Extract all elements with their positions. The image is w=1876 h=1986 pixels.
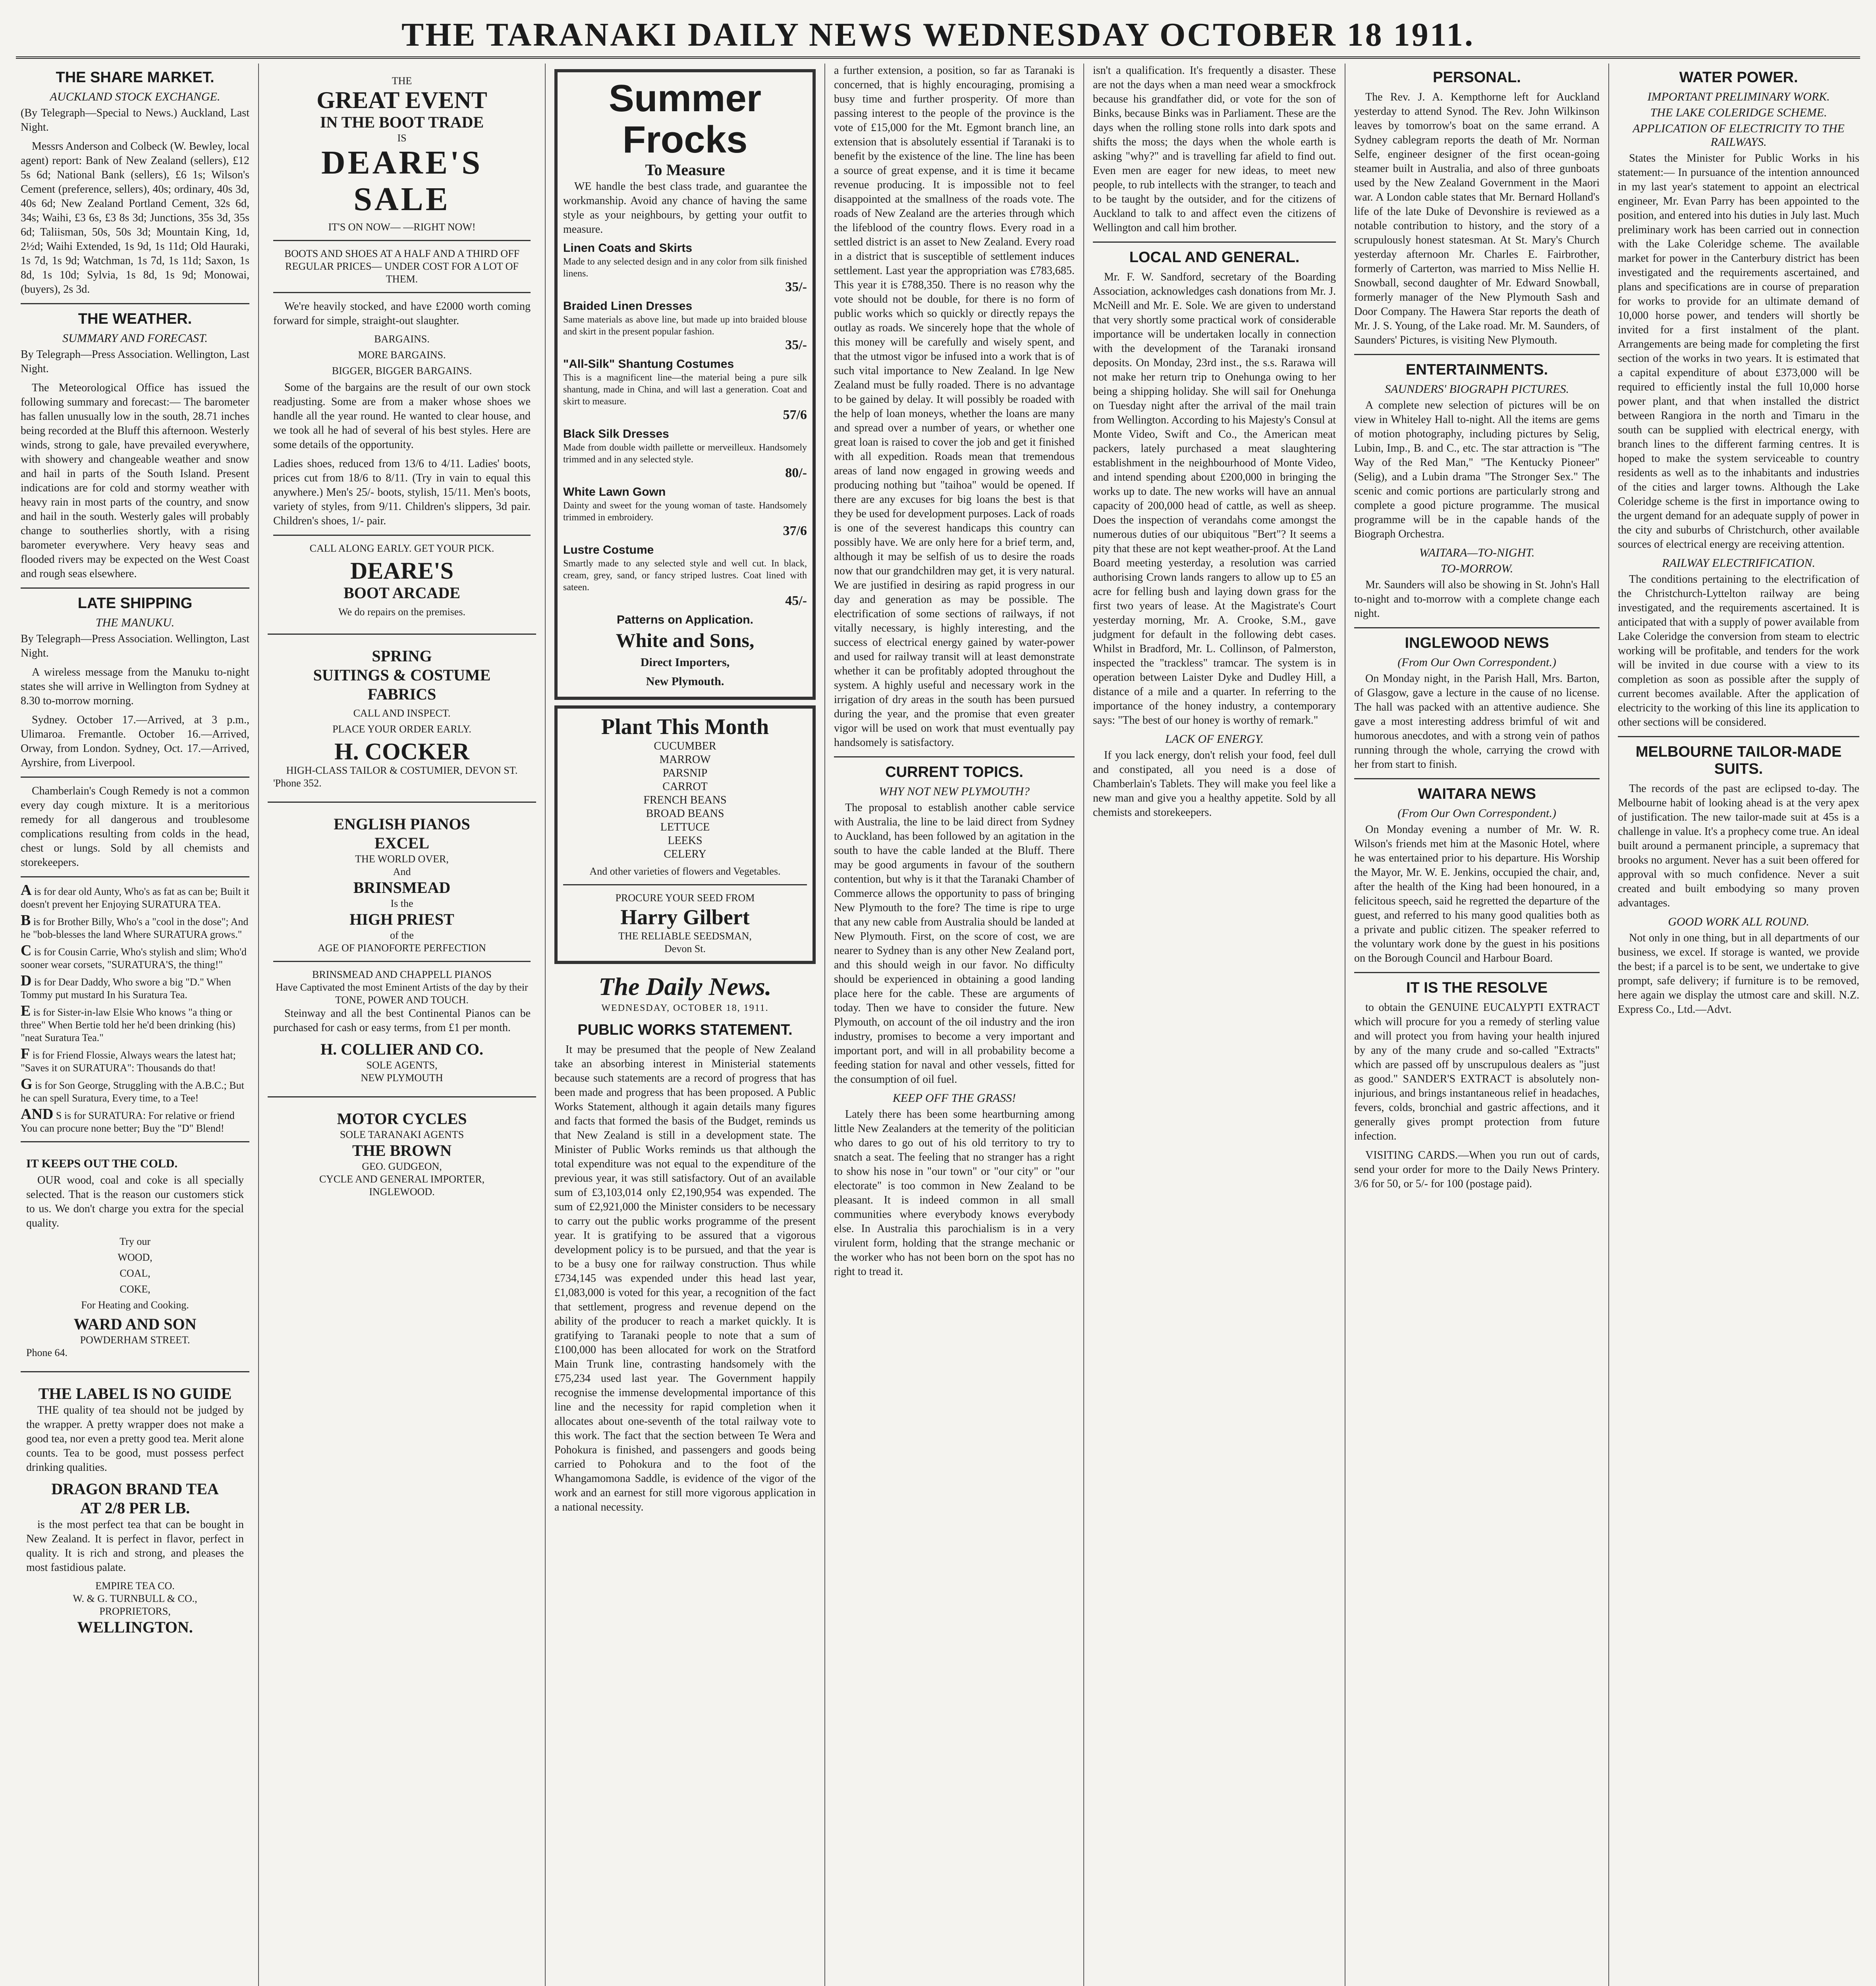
ad-text: Ladies shoes, reduced from 13/6 to 4/11. Ladies' boots, prices cut from 18/6 to 8/11. (Try in vain to equal this anywhere.) Men's 25/- boots, stylish, 15/11. Men's boots, variety of styles, from 9/11. Children's slippers, 3d pair. Children's shoes, 1/- pair. (273, 458, 531, 527)
ad-headline: BRINSMEAD (353, 879, 451, 896)
dragon-title: DRAGON BRAND TEA (51, 1480, 219, 1498)
ad-headline: Harry Gilbert (620, 905, 750, 929)
ad-headline: SALE (353, 181, 450, 218)
ad-text: CALL AND INSPECT. (353, 707, 451, 719)
dateline: WEDNESDAY, OCTOBER 18, 1911. (601, 1003, 769, 1013)
plant-item: MARROW (659, 753, 711, 766)
plant-item: FRENCH BEANS (643, 794, 727, 806)
pianos-ad (268, 809, 536, 1090)
tomorrow: TO-MORROW. (1440, 562, 1513, 575)
ad-text: And (393, 866, 411, 877)
topics-continued: isn't a qualification. It's frequently a disaster. These are not the days when a man need wear a smockfrock because his grandfather did, or vote for the son of Binks, because Binks was in Parliament. These are the days when the rolling stone rolls into dark spots and shifts the moss; the days when the whole earth is asking "why?" and is travelling far afield to find out. Even men are eager for new ideas, to meet new people, to rub intellects with the stranger, to teach and to be taught by the outsider, and for the citizens of Auckland to talk to and affect even the citizens of Wellington and call him brother. (1093, 64, 1336, 234)
ad-text: Patterns on Application. (617, 613, 753, 626)
tea-ad (21, 1379, 249, 1642)
ad-text: WE handle the best class trade, and guarantee the workmanship. Avoid any chance of having the same style as your neighbours, by getting your outfit to measure. (563, 180, 807, 236)
divider (1618, 736, 1859, 737)
coal-ad-text: OUR wood, coal and coke is all specially selected. That is the reason our customers stick to us. We don't charge you extra for the special quality. (26, 1174, 244, 1229)
divider (273, 535, 531, 536)
keep-off-title: KEEP OFF THE GRASS! (892, 1092, 1016, 1105)
ad-text: IS (397, 132, 407, 144)
keep-off-text: Lately there has been some heartburning among little New Zealanders at the temerity of the politician who dares to go out of his old territory to try to snatch a seat. The feeling that no stranger has a right to show his nose in "our town" or "our city" or "our electorate" is too common in New Zealand to be pleasant. It is indeed common in all small communities where everybody knows everybody else. In Australia this parochialism is in a very virulent form, holding that the strange mechanic or the worker who has not been born on the spot has no right to tread it. (834, 1108, 1075, 1278)
proprietors: PROPRIETORS, (99, 1605, 171, 1617)
plant-item: CUCUMBER (654, 740, 716, 752)
shipping-arrivals: Sydney. October 17.—Arrived, at 3 p.m., Ulimaroa. Fremantle. October 16.—Arrived, Orway, from London. Sydney, Oct. 17.—Arrived, Ayrshire, from Liverpool. (21, 714, 249, 769)
frock-item: White Lawn Gown Dainty and sweet for the young woman of taste. Handsomely trimmed in embroidery. 37/6 (563, 485, 807, 538)
frock-item: "All-Silk" Shantung Costumes This is a magnificent line—the material being a pure silk shantung, made in China, and will last a generation. Coat and skirt to measure. 57/6 (563, 357, 807, 422)
coal-ad-line: For Heating and Cooking. (81, 1299, 189, 1311)
ad-headline: HIGH PRIEST (349, 910, 454, 928)
public-works-title: PUBLIC WORKS STATEMENT. (577, 1022, 793, 1038)
plant-ad (554, 705, 816, 964)
water-power-text: States the Minister for Public Works in his statement:— In pursuance of the intention announced in my last year's statement to appoint an electrical engineer, Mr. Evan Parry has been appointed to the position, and entered into his duties in July last. Much preliminary work has been carried out in connection with the Lake Coleridge scheme. The available market for power in the Canterbury district has been investigated and the requirements ascertained, and plans and specifications are in course of preparation for works to provide for an ultimate demand of 10,000 horse power, and tenders will shortly be invited for a first instalment of the plant. Arrangements are being made for completing the first section of the works in two years. It is estimated that a capital expenditure of about £373,000 will be required to efficiently instal the full 10,000 horse power plant, and that when installed the district between Rangiora in the north and Timaru in the south can be supplied with electrical energy, with branch lines to the different farming centres. It is hoped to make the system serviceable to country residents as well as to the inhabitants and industries of the cities and larger towns. Although the Lake Coleridge scheme is the first in importance owing to the urgent demand for an adequate supply of power in the city and suburbs of Christchurch, other available sources of electrical energy are receiving attention. (1618, 152, 1859, 551)
column-6 (1345, 64, 1609, 1986)
divider (1354, 972, 1600, 973)
ad-text: CALL ALONG EARLY. GET YOUR PICK. (309, 543, 494, 554)
plant-item: LETTUCE (660, 821, 710, 833)
saunders-title: SAUNDERS' BIOGRAPH PICTURES. (1385, 383, 1569, 396)
suratura-verses (21, 884, 249, 1135)
label-title: THE LABEL IS NO GUIDE (38, 1385, 232, 1403)
divider (273, 292, 531, 293)
divider (834, 756, 1075, 757)
verse: B is for Brother Billy, Who's a "cool in the dose"; And he "bob-blesses the land Where SURATURA grows." (21, 912, 249, 940)
ad-text: Devon St. (664, 943, 706, 954)
ad-headline: H. COLLIER AND CO. (320, 1040, 484, 1058)
ad-headline: H. COCKER (334, 738, 470, 765)
frock-item: Black Silk Dresses Made from double width paillette or merveilleux. Handsomely trimmed and in any selected style. 80/- (563, 427, 807, 480)
waitara-text: On Monday evening a number of Mr. W. R. Wilson's friends met him at the Masonic Hotel, where he was entertained prior to his departure. His Worship the Mayor, Mr. W. E. Jenkins, occupied the chair, and, after the health of the King had been honoured, in a felicitous speech, said he regretted the departure of the guest, and referred to his many good qualities both as a private and public citizen. The speaker referred to the voluntary work done by the guest in his positions on the Borough Council and Harbour Board. (1354, 823, 1600, 964)
coal-ad-line: COKE, (120, 1283, 151, 1295)
ad-headline: DEARE'S (350, 558, 454, 584)
daily-news-title: The Daily News. (598, 972, 772, 1001)
ad-text: We're heavily stocked, and have £2000 worth coming forward for simple, straight-out slaughter. (273, 300, 531, 327)
ad-text: PLACE YOUR ORDER EARLY. (332, 723, 471, 735)
divider (21, 587, 249, 589)
rail-electrification-text: The conditions pertaining to the electrification of the Christchurch-Lyttelton railway are being investigated, and the requirements ascertained. It is anticipated that with a supply of power available from Lake Coleridge the conversion from steam to electric working will be profitable, and tenders for the work will be invited in due course with a view to its completion as soon as possible after the supply of current becomes available. After the application of electricity to the working of this line its application to other sections will be considered. (1618, 573, 1859, 728)
verse: E is for Sister-in-law Elsie Who knows "a thing or three" When Bertie told her he'd been drinking (his) "neat Suratura Tea." (21, 1003, 235, 1043)
resolve-title: IT IS THE RESOLVE (1406, 979, 1548, 996)
divider (1093, 241, 1336, 243)
ad-text: BOOTS AND SHOES AT A HALF AND A THIRD OFF REGULAR PRICES— UNDER COST FOR A LOT OF THEM. (284, 248, 520, 285)
good-work-title: GOOD WORK ALL ROUND. (1668, 915, 1809, 928)
plant-item: BROAD BEANS (646, 808, 724, 820)
ad-text: MORE BARGAINS. (358, 349, 446, 361)
shipping-text: A wireless message from the Manuku to-night states she will arrive in Wellington from Sydney at 8.30 to-morrow morning. (21, 666, 249, 707)
column-4 (825, 64, 1084, 1986)
weather-text: The Meteorological Office has issued the following summary and forecast:— The barometer has fallen unusually low in the south, 28.71 inches being recorded at the Bluff this afternoon. Westerly winds, strong to gale, have prevailed everywhere, with showery and changeable weather and snow and hail in parts of the South Island. Present indications are for cold and stormy weather with heavy rain in most parts of the country, and snow and hail in the south. Westerly gales will probably change to southerlies shortly, with a rising barometer everywhere. Very heavy seas and flooded rivers may be expected on the West Coast and rough seas elsewhere. (21, 382, 249, 580)
ad-text: Direct Importers, (640, 656, 730, 669)
ad-text: And other varieties of flowers and Vegetables. (589, 865, 781, 877)
ad-text: Some of the bargains are the result of our own stock readjusting. Some are from a maker whose shoes we handle all the year round. He wanted to clear house, and we took all he had of several of his best styles. Here are some details of the opportunity. (273, 381, 531, 451)
ad-headline: GREAT EVENT (317, 87, 487, 113)
empire-tea: EMPIRE TEA CO. (95, 1580, 175, 1592)
ad-text: IT'S ON NOW— —RIGHT NOW! (328, 221, 476, 233)
entertainments-title: ENTERTAINMENTS. (1405, 361, 1548, 378)
current-topics-title: CURRENT TOPICS. (885, 764, 1023, 780)
divider (273, 240, 531, 241)
water-power-sub-3: APPLICATION OF ELECTRICITY TO THE RAILWAYS. (1633, 122, 1845, 149)
tailor-title: MELBOURNE TAILOR-MADE SUITS. (1635, 744, 1842, 777)
divider (1354, 354, 1600, 355)
ad-text: HIGH-CLASS TAILOR & COSTUMIER, DEVON ST. (286, 765, 518, 776)
coal-ad-head: IT KEEPS OUT THE COLD. (26, 1157, 178, 1170)
ad-text: TONE, POWER AND TOUCH. (335, 994, 469, 1006)
ad-text: AGE OF PIANOFORTE PERFECTION (318, 942, 486, 954)
divider (268, 634, 536, 635)
ad-text: PROCURE YOUR SEED FROM (615, 892, 755, 904)
verse: C is for Cousin Carrie, Who's stylish and slim; Who'd sooner wear corsets, "SURATURA'S, the thing!" (21, 942, 247, 970)
ad-headline: ENGLISH PIANOS (334, 815, 470, 833)
ad-text: We do repairs on the premises. (338, 606, 465, 618)
saunders-text: A complete new selection of pictures will be on view in Whiteley Hall to-night. All the items are gems of motion photography, including pictures by Selig, Lubin, Imp., B. and C., etc. The star attraction is "The Way of the Red Man," "The Kentucky Pioneer" (Selig), and a Lubin drama "The Stronger Sex." The scenic and comic portions are particularly strong and complete a good picture programme. The musical programme will be in the capable hands of the Biograph Orchestra. (1354, 399, 1600, 540)
divider (21, 1141, 249, 1142)
plant-item: LEEKS (668, 835, 703, 847)
frock-item: Lustre Costume Smartly made to any selected style and well cut. In black, cream, grey, sand, or fancy striped lustres. Coat lined with sateen. 45/- (563, 543, 807, 608)
ward-name: WARD AND SON (73, 1315, 197, 1333)
shipping-byline: By Telegraph—Press Association. Wellington, Last Night. (21, 633, 249, 659)
divider (21, 876, 249, 877)
share-market-subtitle: AUCKLAND STOCK EXCHANGE. (50, 90, 220, 103)
dragon-price: AT 2/8 PER LB. (80, 1499, 190, 1517)
resolve-text: to obtain the GENUINE EUCALYPTI EXTRACT which will procure for you a remedy of sterling value and will protect you from having your health injured by any of the many crude and so-called "Extracts" which are passed off by unscrupulous dealers as "just as good." SANDER'S EXTRACT is absolutely non-injurious, and brings instantaneous relief in headaches, fevers, colds, bronchial and gastric affections, and it generally gives prompt protection from future infection. (1354, 1001, 1600, 1142)
inglewood-text: On Monday night, in the Parish Hall, Mrs. Barton, of Glasgow, gave a lecture in the cause of no license. The hall was packed with an attentive audience. She gave a most interesting address brimful of wit and humorous anecdotes, and with a strong vein of pathos running through the whole, carrying the crowd with her from start to finish. (1354, 672, 1600, 771)
divider (268, 802, 536, 803)
verse: A is for dear old Aunty, Who's as fat as can be; Built it doesn't prevent her Enjoying SURATURA TEA. (21, 882, 249, 910)
ad-text: BRINSMEAD AND CHAPPELL PIANOS (312, 969, 492, 980)
ad-text: CYCLE AND GENERAL IMPORTER, (319, 1173, 485, 1185)
why-not-title: WHY NOT NEW PLYMOUTH? (879, 785, 1030, 798)
ad-text: THE (392, 75, 412, 87)
ad-text: of the (390, 929, 414, 941)
why-not-text: The proposal to establish another cable service with Australia, the line to be laid direct from Sydney to Auckland, has been followed by an agitation in the south to have the cable landed at the Bluff. There may be good arguments in favour of the southern contention, but why is it that the Taranaki Chamber of Commerce allows the opportunity to pass of bringing New Plymouth to the fore? The time is ripe to urge that any new cable from Australia should be landed at New Plymouth. First, on the score of cost, we are nearer to Sydney than is any other New Zealand port, and this should weigh in our favor. No difficulty should be experienced in obtaining a good landing place here for the cable. These are arguments of today. Then we have to consider the future. New Plymouth, on account of the oil industry and the iron industry, promises to become a very important and important port, and will in all probability become a feeding station for naval and other vessels, fitted for the consumption of oil fuel. (834, 802, 1075, 1086)
editorial-continued: a further extension, a position, so far as Taranaki is concerned, that is highly encouraging, promising a busy time and further prosperity. Of more than passing interest to the people of the province is the vote of £15,000 for the Mt. Egmont branch line, an extension that is absolutely essential if Taranaki is to benefit by the existence of the line. The line has been a source of great expense, and it is time it became revenue producing. It is impossible not to feel disappointed at the smallness of the roads vote. The roads of New Zealand are the arteries through which the lifeblood of the country flows. Every road in a settled district is an asset to New Zealand. Every road in a district that is susceptible of settlement induces settlement. Last year the appropriation was £783,685. This year it is £788,350. There is no reason why the vote should not be double, for there is no form of public works which so quickly or directly repays the outlay as roads. We sincerely hope that the whole of this money will be carefully and wisely spent, and that the utmost vigor be infused into a work that is of such vital importance to New Zealand. In lge New Zealand must be fully roaded. There is no advantage to be gained by delay. It will possibly be roaded with the help of loan moneys, whether the loans are many and spread over a number of years, or whether one great loan is raised to cover the job and get it finished with all expedition. Roads mean that tremendous areas of land now engaged in growing weeds and producing nothing but "taihoa" would be opened. If there are any excuses for big loans the best is that they be used for development purposes. Lack of roads is one of the severest handicaps this country can possibly have. We are only here for a brief term, and, although it may be selfish of us to desire the roads now that our grandchildren may get, it is very natural. We are justified in desiring as rapid progress in our day and generation as may be possible. The electrification of some sections of railways, if not vitally necessary, is highly interesting, and the success of electrical energy gained by water-power and used for railway transit will at least demonstrate whether it can be profitably adopted throughout the system. A highly useful and necessary work in the irrigation of dry areas in the south has been pursued during the year, and the promise that even greater vigor will be used on work that must eventually pay handsomely is satisfactory. (834, 64, 1075, 749)
coal-ad-line: WOOD, (118, 1252, 152, 1263)
divider (268, 1096, 536, 1097)
ad-text: SOLE TARANAKI AGENTS (340, 1129, 464, 1140)
divider (21, 303, 249, 304)
shipping-title: LATE SHIPPING (77, 595, 193, 612)
ad-headline: SPRING (372, 647, 432, 665)
cocker-ad (268, 641, 536, 795)
verse: G is for Son George, Struggling with the A.B.C.; But he can spell Suratura, Every time, to a Tee! (21, 1076, 244, 1104)
column-2 (259, 64, 546, 1986)
ad-text: Steinway and all the best Continental Pianos can be purchased for cash or easy terms, from £1 per month. (273, 1007, 531, 1034)
personal-text: The Rev. J. A. Kempthorne left for Auckland yesterday to attend Synod. The Rev. John Wilkinson leaves by tomorrow's boat on the same errand. A Sydney cablegram reports the death of Mr. Norman Selfe, engineer designer of the first ocean-going steamer built in Australia, and also of three gunboats used by the New Zealand Government in the Maori war. A London cable states that Mr. Bernard Holland's life of the late Duke of Devonshire is reviewed as a notable contribution to history, and the story of a scrupulously honest statesman. At St. Mary's Church yesterday afternoon Mr. Charles E. Fairbrother, formerly of Carterton, was married to Miss Nellie H. Snowball, second daughter of Mr. Edward Snowball, formerly manager of the New Plymouth Sash and Door Company. The Hawera Star reports the death of Mr. J. S. Young, of the Lake road. Mr. M. Saunders, of Saunders' Pictures, is visiting New Plymouth. (1354, 91, 1600, 346)
ad-text: Is the (390, 898, 413, 909)
plant-item: CELERY (664, 848, 706, 860)
plant-item: PARSNIP (662, 767, 708, 779)
dragon-text: is the most perfect tea that can be bought in New Zealand. It is perfect in flavor, perfect in quality. It is rich and strong, and pleases the most fastidious palate. (26, 1518, 244, 1574)
divider (1354, 778, 1600, 779)
weather-byline: By Telegraph—Press Association. Wellington, Last Night. (21, 348, 249, 375)
weather-title: THE WEATHER. (78, 311, 192, 327)
ad-text: 'Phone 352. (273, 777, 322, 789)
rail-electrification-title: RAILWAY ELECTRIFICATION. (1662, 556, 1815, 570)
verse: D is for Dear Daddy, Who swore a big "D." When Tommy put mustard In his Suratura Tea. (21, 972, 231, 1001)
share-market-title: THE SHARE MARKET. (56, 69, 214, 86)
ad-text: Have Captivated the most Eminent Artists of the day by their (276, 981, 528, 993)
ad-headline: THE BROWN (352, 1142, 452, 1159)
ad-headline: BOOT ARCADE (344, 584, 460, 602)
deares-sale-ad (268, 69, 536, 627)
ad-headline: To Measure (645, 161, 725, 179)
column-3 (546, 64, 825, 1986)
water-power-sub-2: THE LAKE COLERIDGE SCHEME. (1650, 106, 1827, 119)
coal-ad (21, 1149, 249, 1365)
good-work-text: Not only in one thing, but in all departments of our business, we excel. If storage is wanted, we provide the best; if a parcel is to be sent, we undertake to give prompt, safe delivery; if furniture is to be removed, here again we display the utmost care and skill. N.Z. Express Co., Ltd.—Advt. (1618, 932, 1859, 1016)
visiting-cards: VISITING CARDS.—When you run out of cards, send your order for more to the Daily News Printery. 3/6 for 50, or 5/- for 100 (postage paid). (1354, 1149, 1600, 1190)
coal-ad-line: Try our (120, 1236, 151, 1247)
ad-text: SOLE AGENTS, (366, 1059, 438, 1071)
tailor-text: The records of the past are eclipsed to-day. The Melbourne habit of looking ahead is at the very apex of justification. The new tailor-made suit at 45s is a challenge in value. It's a prophecy come true. An ideal built around a permanent principle, a supremacy that brooks no argument. Never has a suit been offered for approval with so much confidence. Never a suit created and built embodying so many proven advantages. (1618, 782, 1859, 909)
ad-text: NEW PLYMOUTH (361, 1072, 443, 1084)
lack-energy-text: If you lack energy, don't relish your food, feel dull and constipated, all you need is a dose of Chamberlain's Tablets. They will make you feel like a new man and give you a healthy appetite. Sold by all chemists and storekeepers. (1093, 749, 1336, 819)
ad-headline: MOTOR CYCLES (337, 1110, 467, 1128)
masthead: THE TARANAKI DAILY NEWS WEDNESDAY OCTOBER 18 1911. (16, 13, 1860, 59)
label-text: THE quality of tea should not be judged by the wrapper. A pretty wrapper does not make a good tea, nor even a pretty good tea. Merit alone counts. Tea to be good, must possess perfect drinking qualities. (26, 1404, 244, 1474)
plant-item: CARROT (662, 780, 708, 793)
weather-subtitle: SUMMARY AND FORECAST. (62, 332, 208, 345)
ward-street: POWDERHAM STREET. (80, 1334, 190, 1346)
ad-headline: White and Sons, (616, 629, 755, 651)
divider (563, 884, 807, 885)
wellington: WELLINGTON. (77, 1618, 193, 1636)
turnbull: W. & G. TURNBULL & CO., (73, 1593, 197, 1604)
correspondent: (From Our Own Correspondent.) (1397, 656, 1556, 669)
share-market-text: Messrs Anderson and Colbeck (W. Bewley, local agent) report: Bank of New Zealand (sellers), £12 5s 6d; National Bank (sellers), £6 1s; Wilson's Cement (preference, sellers), 40s; ordinary, 40s 3d, 40s 6d; New Zealand Portland Cement, 32s 6d, 34s; Waihi, £3 6s, £3 8s 3d; Junctions, 35s 3d, 35s 6d; Taliisman, 50s, 50s 3d; Mountain King, 1d, 2½d; Waihi Extended, 1s 9d, 1s 11d; Old Hauraki, 1s 7d, 1s 9d; Watchman, 1s 7d, 1s 11d; Saxon, 1s 8d, 1s 10d; Sylvia, 1s 8d, 1s 9d; Monowai, (buyers), 2s 3d. (21, 140, 249, 296)
divider (273, 961, 531, 962)
lack-energy-title: LACK OF ENERGY. (1165, 732, 1264, 746)
waitara-tonight: WAITARA—TO-NIGHT. (1419, 546, 1535, 559)
ad-text: GEO. GUDGEON, (362, 1161, 442, 1172)
water-power-title: WATER POWER. (1679, 69, 1798, 86)
chamberlain-ad: Chamberlain's Cough Remedy is not a common every day cough mixture. It is a meritorious remedy for all dangerous and troublesome complications resulting from colds in the head, chest or lungs. Sold by all chemists and storekeepers. (21, 785, 249, 869)
ad-text: THE WORLD OVER, (355, 853, 449, 865)
verse: F is for Friend Flossie, Always wears the latest hat; "Saves it on SURATURA": Thousands do that! (21, 1045, 236, 1074)
column-7 (1609, 64, 1868, 1986)
motor-cycles-ad (268, 1104, 536, 1204)
column-5 (1084, 64, 1345, 1986)
public-works-text: It may be presumed that the people of New Zealand take an absorbing interest in Ministerial statements because such statements are a record of progress that has been made and progress that has been proposed. A Public Works Statement, although it again details many figures and facts that formed the basis of the Budget, reminds us that New Zealand is still in a development state. The Minister of Public Works reminds us that although the total expenditure was not equal to the expenditure of the previous year, it was still satisfactory. Out of an available sum of £3,103,014 only £2,190,954 was expended. The sum of £2,921,000 the Minister considers to be necessary to carry out the public works programme of the present year. It is gratifying to be assured that a vigorous development policy is to be pursued, and that the year is to be a busy one for railway construction. Thus while £734,145 was expended under this head last year, £1,083,000 is voted for this year, a recognition of the fact that settlement, progress and revenue depend on the ability of the producer to reach a market quickly. It is gratifying to Taranaki people to note that a sum of £100,000 has been allocated for work on the Stratford Main Trunk line, contrasting handsomely with the £75,234 used last year. The Government happily recognise the immense developmental importance of this line and the necessity for rapid completion when it allocates about one-seventh of the total railway vote to this work. The fact that the section between Te Wera and Pohokura is finished, and passengers and goods being carried to Pohokura and to the foot of the Whangamomona Saddle, is evidence of the vigor of the work and an earnest for still more vigorous application in a national necessity. (554, 1043, 816, 1513)
ad-headline: SUITINGS & COSTUME (313, 666, 491, 684)
frock-item: Braided Linen Dresses Same materials as above line, but made up into braided blouse and skirt in the present popular fashion. 35/- (563, 299, 807, 352)
ad-text: THE RELIABLE SEEDSMAN, (618, 930, 752, 942)
divider (1354, 627, 1600, 628)
divider (21, 777, 249, 778)
ad-headline: Summer Frocks (608, 77, 762, 161)
waitara-title: WAITARA NEWS (1418, 786, 1536, 802)
local-general-title: LOCAL AND GENERAL. (1129, 249, 1300, 266)
shipping-subtitle: THE MANUKU. (95, 616, 175, 629)
saunders-text-2: Mr. Saunders will also be showing in St. John's Hall to-night and to-morrow with a complete change each night. (1354, 579, 1600, 620)
share-market-byline: (By Telegraph—Special to News.) Auckland, Last Night. (21, 107, 249, 133)
ad-text: INGLEWOOD. (369, 1186, 435, 1198)
ad-text: IN THE BOOT TRADE (320, 113, 484, 131)
frock-item: Linen Coats and Skirts Made to any selected design and in any color from silk finished linens. 35/- (563, 241, 807, 294)
summer-frocks-ad (554, 69, 816, 700)
ad-headline: EXCEL (374, 834, 429, 852)
ward-phone: Phone 64. (26, 1347, 68, 1358)
ad-text: BIGGER, BIGGER BARGAINS. (332, 365, 472, 377)
ad-text: New Plymouth. (646, 675, 724, 688)
ad-headline: FABRICS (367, 685, 436, 703)
correspondent: (From Our Own Correspondent.) (1397, 807, 1556, 820)
water-power-sub-1: IMPORTANT PRELIMINARY WORK. (1647, 90, 1830, 103)
personal-title: PERSONAL. (1433, 69, 1521, 86)
inglewood-title: INGLEWOOD NEWS (1405, 635, 1549, 651)
coal-ad-line: COAL, (120, 1267, 151, 1279)
ad-text: BARGAINS. (374, 333, 430, 345)
ad-headline: DEARE'S (321, 144, 483, 181)
local-general-text: Mr. F. W. Sandford, secretary of the Boarding Association, acknowledges cash donations from Mr. J. McNeill and Mr. E. Sole. We are given to understand that very shortly some practical work of considerable importance will be undertaken locally in connection with the development of the Taranaki ironsand deposits. On Monday, 23rd inst., the s.s. Rarawa will not make her return trip to Onehunga owing to her being a shipping holiday. She will sail for Onehunga on Tuesday night after the arrival of the mail train from Wellington. According to his Majesty's Consul at Monte Video, Swift and Co., the American meat packers, lately purchased a meat slaughtering establishment in the neighbourhood of Monte Video, and intend spending about £200,000 in bringing the works up to date. The new works will have an annual capacity of 200,000 head of cattle, as well as sheep. Does the inspection of verandahs come amongst the numerous duties of our ubiquitous "Bert"? It seems a pity that these are not kept weather-proof. At the Land Board meeting yesterday, a resolution was carried authorising Crown lands rangers to allow up to £5 an acre for felling bush and laying down grass for the first two years of lease. At the Magistrate's Court yesterday morning, Mr. A. Crooke, S.M., gave judgment for default in the following debt cases. Whilst in Bradford, Mr. L. Collinson, of Palmerston, inspected the "trackless" tramcar. The system is in operation between Laister Dyke and Dudley Hill, a distance of a mile and a quarter. In referring to the importance of the honey industry, a contemporary says: "The best of our honey is worthy of remark." (1093, 271, 1336, 726)
column-1 (12, 64, 259, 1986)
ad-headline: Plant This Month (601, 715, 769, 739)
divider (21, 1371, 249, 1372)
verse: AND S is for SURATURA: For relative or friend You can procure none better; Buy the "D" Blend! (21, 1106, 235, 1134)
